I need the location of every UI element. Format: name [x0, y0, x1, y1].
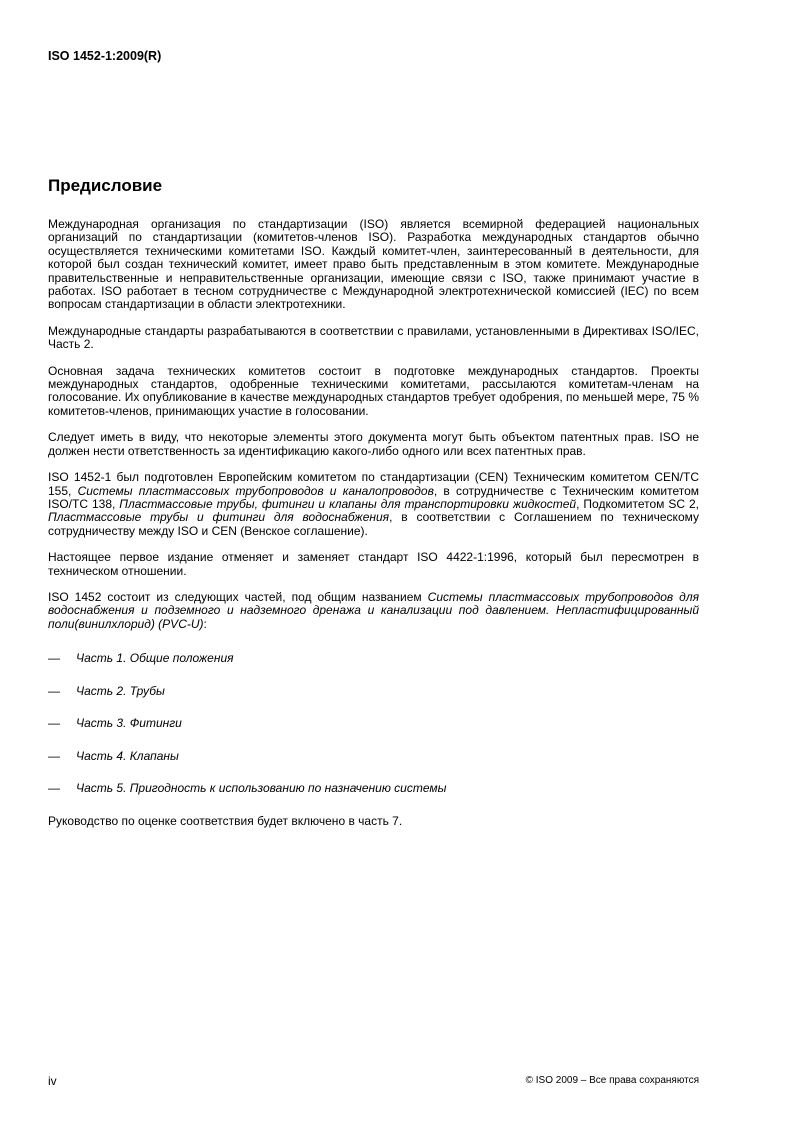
paragraph: Международные стандарты разрабатываются в соответствии с правилами, установленными в Директивах ISO/IEC, Часть 2.	[48, 323, 699, 352]
paragraph: Следует иметь в виду, что некоторые элементы этого документа могут быть объектом патентных прав. ISO не должен нести ответственность за идентификацию какого-либо одного или всех патентных прав.	[48, 430, 699, 458]
foreword-body	[48, 218, 699, 841]
closing-paragraph: Руководство по оценке соответствия будет включено в часть 7.	[48, 814, 403, 829]
edition-paragraph: Настоящее первое издание отменяет и заменяет стандарт ISO 4422-1:1996, который был пересмотрен в техническом отношении.	[48, 550, 699, 578]
committee-title: Системы пластмассовых трубопроводов и каналопроводов	[77, 483, 434, 498]
list-dash: —	[48, 716, 60, 731]
part-label: Часть 3. Фитинги	[76, 716, 182, 731]
list-dash: —	[48, 748, 60, 763]
part-label: Часть 2. Трубы	[76, 683, 165, 698]
text-run: , Подкомитетом SC 2,	[576, 496, 700, 511]
document-id: ISO 1452-1:2009(R)	[48, 49, 162, 63]
parts-intro	[48, 591, 699, 631]
subcommittee-title: Пластмассовые трубы и фитинги для водоснабжения	[48, 510, 390, 525]
text-run: , в сотрудничестве с Техническим комитетом ISO/TC 138,	[48, 483, 700, 511]
list-item	[48, 782, 699, 795]
paragraph: Основная задача технических комитетов состоит в подготовке международных стандартов. Проекты международных стандартов, одобренные техническими комитетами, рассылаются комитетам-членам на голосование. Их опубликование в качестве международных стандартов требует одобрения, по меньшей мере, 75 % комитетов-членов, принимающих участие в голосовании.	[48, 363, 699, 418]
parts-list	[48, 652, 699, 796]
text-run: :	[203, 616, 207, 631]
committee-title: Пластмассовые трубы, фитинги и клапаны для транспортировки жидкостей	[119, 496, 577, 511]
list-item	[48, 750, 699, 763]
part-label: Часть 1. Общие положения	[76, 651, 234, 666]
page-title: Предисловие	[48, 176, 163, 195]
list-item	[48, 717, 699, 730]
preparation-paragraph	[48, 471, 699, 538]
paragraph: Международная организация по стандартизации (ISO) является всемирной федерацией национальных организаций по стандартизации (комитетов-членов ISO). Разработка международных стандартов обычно осуществляется техническими комитетами ISO. Каждый комитет-член, заинтересованный в деятельности, для которой был создан технический комитет, имеет право быть представленным в этом комитете. Международные правительственные и неправительственные организации, имеющие связи с ISO, также принимают участие в работах. ISO работает в тесном сотрудничестве с Международной электротехнической комиссией (IEC) по всем вопросам стандартизации в области электротехники.	[48, 217, 699, 312]
list-dash: —	[48, 781, 60, 796]
series-title: Системы пластмассовых трубопроводов для водоснабжения и подземного и надземного дренажа и канализации под давлением. Непластифицированный поли(винилхлорид) (PVC-U)	[48, 589, 699, 631]
list-dash: —	[48, 683, 60, 698]
list-item	[48, 685, 699, 698]
list-dash: —	[48, 651, 60, 666]
part-label: Часть 5. Пригодность к использованию по назначению системы	[76, 781, 447, 796]
text-run: ISO 1452-1 был подготовлен Европейским комитетом по стандартизации (CEN) Техническим комитетом CEN/TC 155,	[48, 470, 699, 498]
list-item	[48, 652, 699, 665]
page-number: iv	[48, 1074, 57, 1088]
part-label: Часть 4. Клапаны	[76, 748, 179, 763]
text-run: ISO 1452 состоит из следующих частей, под общим названием	[48, 589, 428, 604]
text-run: , в соответствии с Соглашением по техническому сотрудничеству между ISO и CEN (Венское соглашение).	[48, 510, 699, 538]
copyright-notice: © ISO 2009 – Все права сохраняются	[525, 1075, 699, 1086]
